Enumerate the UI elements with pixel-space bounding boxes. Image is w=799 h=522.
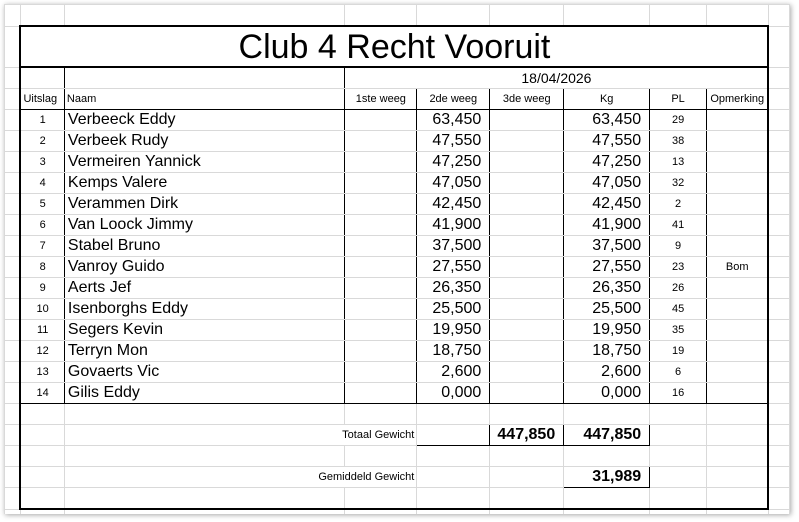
kg-cell: 2,600 [564, 362, 650, 383]
weeg2-cell: 25,500 [417, 299, 490, 320]
weeg1-cell [345, 236, 417, 257]
rank-cell: 9 [20, 278, 64, 299]
name-cell: Vermeiren Yannick [64, 152, 345, 173]
opmerking-cell [707, 152, 769, 173]
total-weeg3-value: 447,850 [490, 425, 564, 446]
weeg1-cell [345, 152, 417, 173]
opmerking-cell [707, 215, 769, 236]
opmerking-cell [707, 362, 769, 383]
opmerking-cell [707, 110, 769, 131]
pl-cell: 32 [650, 173, 707, 194]
weeg1-cell [345, 131, 417, 152]
pl-cell: 35 [650, 320, 707, 341]
weeg3-cell [490, 278, 564, 299]
opmerking-cell [707, 383, 769, 404]
opmerking-cell [707, 341, 769, 362]
table-row [5, 320, 790, 341]
name-cell: Segers Kevin [64, 320, 345, 341]
weeg1-cell [345, 173, 417, 194]
rank-cell: 8 [20, 257, 64, 278]
rank-cell: 4 [20, 173, 64, 194]
kg-cell: 37,500 [564, 236, 650, 257]
weeg3-cell [490, 236, 564, 257]
weeg1-cell [345, 215, 417, 236]
weeg2-cell: 18,750 [417, 341, 490, 362]
weeg2-cell: 0,000 [417, 383, 490, 404]
name-cell: Verammen Dirk [64, 194, 345, 215]
weeg2-cell: 41,900 [417, 215, 490, 236]
opmerking-cell [707, 299, 769, 320]
rank-cell: 13 [20, 362, 64, 383]
weeg3-cell [490, 194, 564, 215]
name-cell: Govaerts Vic [64, 362, 345, 383]
table-row [5, 362, 790, 383]
average-weight-label: Gemiddeld Gewicht [64, 467, 416, 488]
pl-cell: 45 [650, 299, 707, 320]
table-row [5, 152, 790, 173]
weeg2-cell: 37,500 [417, 236, 490, 257]
weeg3-cell [490, 173, 564, 194]
spreadsheet-window [4, 4, 790, 514]
pl-cell: 19 [650, 341, 707, 362]
kg-cell: 47,050 [564, 173, 650, 194]
pl-cell: 26 [650, 278, 707, 299]
name-cell: Terryn Mon [64, 341, 345, 362]
weeg2-cell: 63,450 [417, 110, 490, 131]
pl-cell: 38 [650, 131, 707, 152]
header-naam: Naam [64, 89, 345, 110]
kg-cell: 19,950 [564, 320, 650, 341]
header-3de-weeg: 3de weeg [490, 89, 564, 110]
name-cell: Van Loock Jimmy [64, 215, 345, 236]
kg-cell: 18,750 [564, 341, 650, 362]
opmerking-cell [707, 131, 769, 152]
opmerking-cell [707, 278, 769, 299]
weeg2-cell: 19,950 [417, 320, 490, 341]
table-row [5, 383, 790, 404]
kg-cell: 25,500 [564, 299, 650, 320]
weeg3-cell [490, 152, 564, 173]
name-cell: Stabel Bruno [64, 236, 345, 257]
pl-cell: 9 [650, 236, 707, 257]
opmerking-cell [707, 236, 769, 257]
weeg3-cell [490, 215, 564, 236]
weeg2-cell: 47,250 [417, 152, 490, 173]
weeg3-cell [490, 299, 564, 320]
kg-cell: 47,250 [564, 152, 650, 173]
weeg1-cell [345, 341, 417, 362]
date-cell: 18/04/2026 [345, 67, 769, 89]
weeg3-cell [490, 257, 564, 278]
weeg3-cell [490, 110, 564, 131]
rank-cell: 14 [20, 383, 64, 404]
weeg1-cell [345, 362, 417, 383]
weeg2-cell: 26,350 [417, 278, 490, 299]
total-weight-label: Totaal Gewicht [64, 425, 416, 446]
table-row [5, 173, 790, 194]
table-row [5, 110, 790, 131]
rank-cell: 3 [20, 152, 64, 173]
weeg1-cell [345, 257, 417, 278]
weeg3-cell [490, 383, 564, 404]
rank-cell: 10 [20, 299, 64, 320]
opmerking-cell: Bom [707, 257, 769, 278]
kg-cell: 63,450 [564, 110, 650, 131]
header-pl: PL [650, 89, 707, 110]
weeg3-cell [490, 341, 564, 362]
opmerking-cell [707, 320, 769, 341]
page-title: Club 4 Recht Vooruit [20, 26, 768, 67]
table-row [5, 299, 790, 320]
pl-cell: 23 [650, 257, 707, 278]
weeg1-cell [345, 110, 417, 131]
table-row [5, 131, 790, 152]
rank-cell: 1 [20, 110, 64, 131]
table-row [5, 194, 790, 215]
weeg1-cell [345, 278, 417, 299]
header-uitslag: Uitslag [20, 89, 64, 110]
kg-cell: 47,550 [564, 131, 650, 152]
weeg2-cell: 47,050 [417, 173, 490, 194]
name-cell: Kemps Valere [64, 173, 345, 194]
table-row [5, 341, 790, 362]
weeg1-cell [345, 299, 417, 320]
results-sheet [4, 4, 790, 514]
pl-cell: 13 [650, 152, 707, 173]
pl-cell: 6 [650, 362, 707, 383]
kg-cell: 41,900 [564, 215, 650, 236]
pl-cell: 16 [650, 383, 707, 404]
name-cell: Verbeeck Eddy [64, 110, 345, 131]
header-opmerking: Opmerking [707, 89, 769, 110]
rank-cell: 12 [20, 341, 64, 362]
rank-cell: 11 [20, 320, 64, 341]
name-cell: Aerts Jef [64, 278, 345, 299]
table-row [5, 278, 790, 299]
header-kg: Kg [564, 89, 650, 110]
rank-cell: 7 [20, 236, 64, 257]
kg-cell: 42,450 [564, 194, 650, 215]
name-cell: Vanroy Guido [64, 257, 345, 278]
header-2de-weeg: 2de weeg [417, 89, 490, 110]
header-1ste-weeg: 1ste weeg [345, 89, 417, 110]
table-row [5, 257, 790, 278]
average-kg-value: 31,989 [564, 467, 650, 488]
name-cell: Isenborghs Eddy [64, 299, 345, 320]
total-kg-value: 447,850 [564, 425, 650, 446]
rank-cell: 5 [20, 194, 64, 215]
name-cell: Verbeek Rudy [64, 131, 345, 152]
table-row [5, 236, 790, 257]
weeg3-cell [490, 362, 564, 383]
rank-cell: 2 [20, 131, 64, 152]
weeg2-cell: 42,450 [417, 194, 490, 215]
opmerking-cell [707, 173, 769, 194]
kg-cell: 0,000 [564, 383, 650, 404]
kg-cell: 27,550 [564, 257, 650, 278]
kg-cell: 26,350 [564, 278, 650, 299]
weeg3-cell [490, 131, 564, 152]
name-cell: Gilis Eddy [64, 383, 345, 404]
pl-cell: 29 [650, 110, 707, 131]
pl-cell: 2 [650, 194, 707, 215]
weeg2-cell: 2,600 [417, 362, 490, 383]
weeg3-cell [490, 320, 564, 341]
pl-cell: 41 [650, 215, 707, 236]
rank-cell: 6 [20, 215, 64, 236]
weeg1-cell [345, 320, 417, 341]
weeg2-cell: 47,550 [417, 131, 490, 152]
weeg1-cell [345, 383, 417, 404]
weeg2-cell: 27,550 [417, 257, 490, 278]
opmerking-cell [707, 194, 769, 215]
weeg1-cell [345, 194, 417, 215]
table-row [5, 215, 790, 236]
